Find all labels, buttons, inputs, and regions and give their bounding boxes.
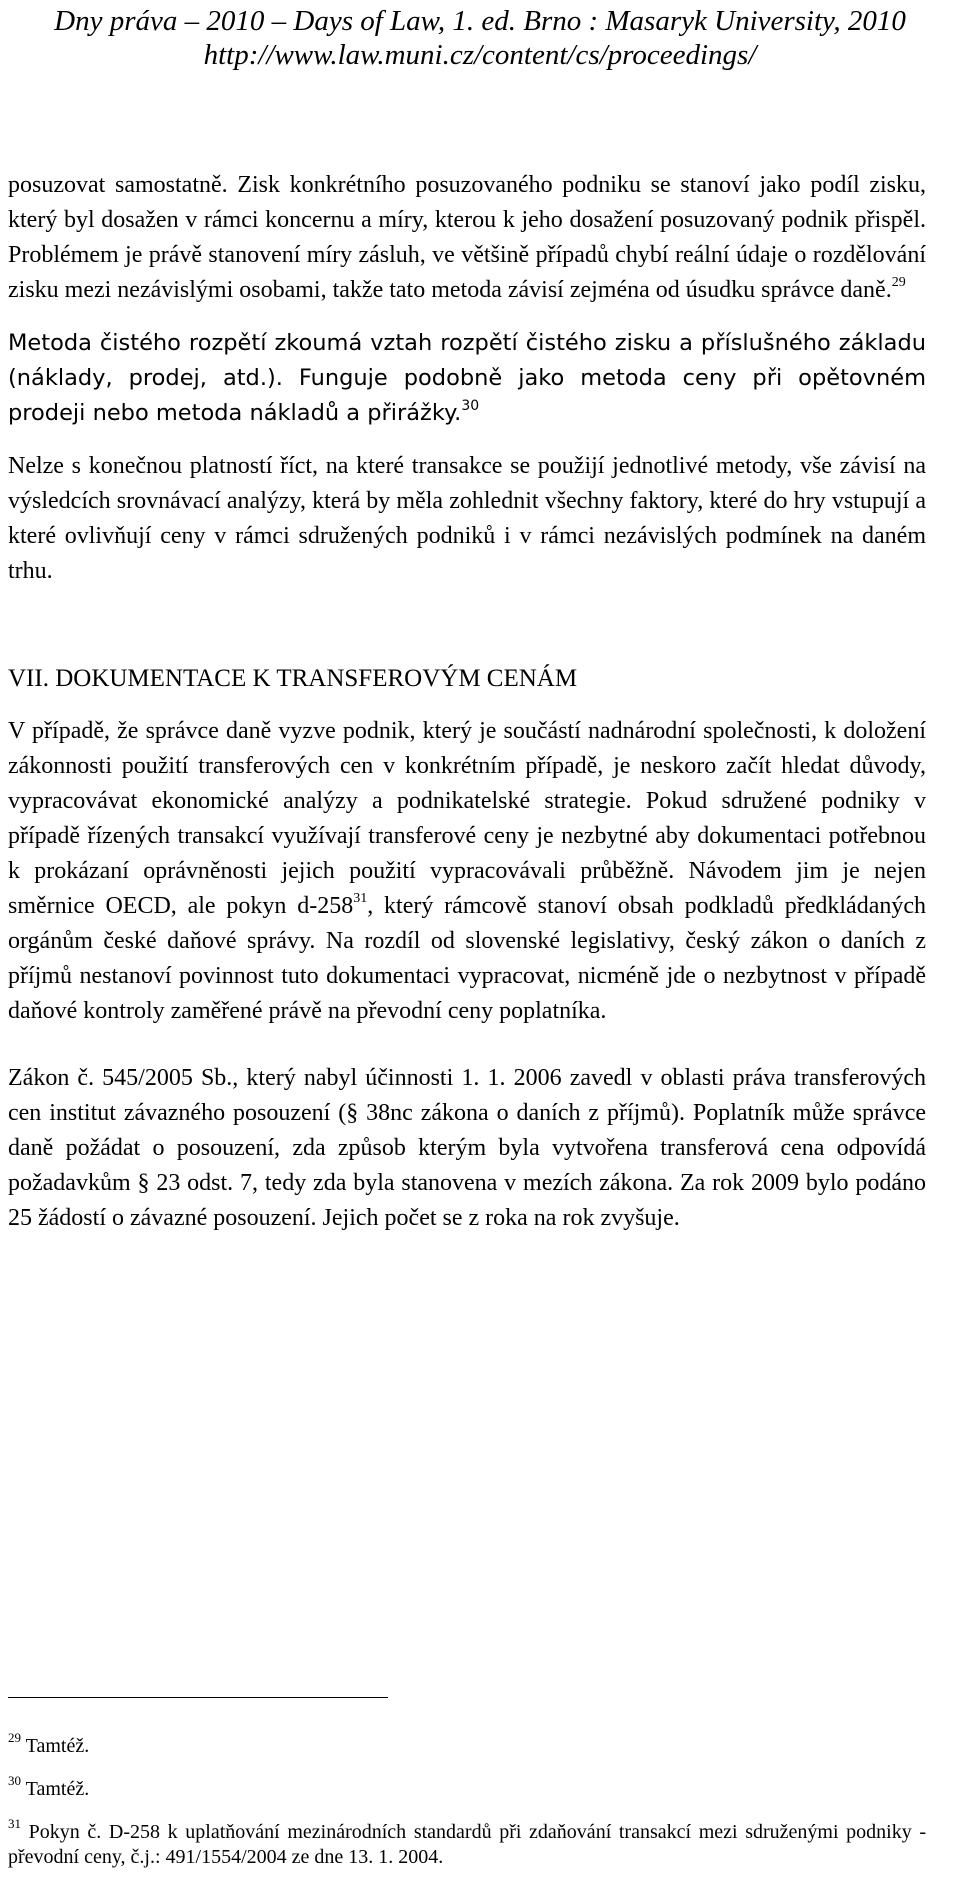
running-header: [0, 4, 960, 72]
paragraph-net-margin-method: [8, 326, 926, 431]
footnote-separator: [8, 1697, 388, 1698]
footnote-29: [8, 1730, 926, 1759]
section-heading: VII. DOKUMENTACE K TRANSFEROVÝM CENÁM: [8, 665, 578, 692]
paragraph-text: Zákon č. 545/2005 Sb., který nabyl účinnosti 1. 1. 2006 zavedl v oblasti práva transferových cen institut závazného posouzení (§ 38nc zákona o daních z příjmů). Poplatník může správce daně požádat o posouzení, zda způsob kterým byla vytvořena transferová cena odpovídá požadavkům § 23 odst. 7, tedy zda byla stanovena v mezích zákona. Za rok 2009 bylo podáno 25 žádostí o závazné posouzení. Jejich počet se z roka na rok zvyšuje.: [8, 1065, 926, 1231]
footnotes: [8, 1730, 927, 1888]
footnote-31: [8, 1816, 927, 1870]
footnote-number: 29: [8, 1730, 21, 1746]
paragraph-text: posuzovat samostatně. Zisk konkrétního posuzovaného podniku se stanoví jako podíl zisku, který byl dosažen v rámci koncernu a míry, kterou k jeho dosažení posuzovaný podnik přispěl. Problémem je právě stanovení míry zásluh, ve většině případů chybí reální údaje o rozdělování zisku mezi nezávislými osobami, takže tato metoda závisí zejména od úsudku správce daně.: [8, 172, 926, 303]
footnote-number: 31: [8, 1816, 21, 1832]
paragraph-text: Metoda čistého rozpětí zkoumá vztah rozpětí čistého zisku a příslušného základu (náklady, prodej, atd.). Funguje podobně jako metoda ceny při opětovném prodeji nebo metoda nákladů a přirážky.: [8, 330, 926, 426]
footnote-reference: 30: [461, 397, 480, 414]
footnote-text: Tamtéž.: [25, 1735, 90, 1757]
paragraph-documentation: [8, 714, 926, 1029]
paragraph-profit-split: [8, 168, 926, 308]
paragraph-text: Nelze s konečnou platností říct, na které transakce se použijí jednotlivé metody, vše závisí na výsledcích srovnávací analýzy, která by měla zohlednit všechny faktory, které do hry vstupují a které ovlivňují ceny v rámci sdružených podniků i v rámci nezávislých podmínek na daném trhu.: [8, 453, 926, 584]
paragraph-binding-ruling: [8, 1061, 926, 1236]
footnote-number: 30: [8, 1773, 21, 1789]
footnote-reference: 29: [891, 275, 906, 290]
paragraph-method-choice: [8, 449, 926, 589]
paragraph-text-continued: , který rámcově stanoví obsah podkladů předkládaných orgánům české daňové správy. Na rozdíl od slovenské legislativy, český zákon o daních z příjmů nestanoví povinnost tuto dokumentaci vypracovat, nicméně jde o nezbytnost v případě daňové kontroly zaměřené právě na převodní ceny poplatníka.: [8, 893, 926, 1024]
paragraph-text: V případě, že správce daně vyzve podnik, který je součástí nadnárodní společnosti, k doložení zákonnosti použití transferových cen v konkrétním případě, je neskoro začít hledat důvody, vypracovávat ekonomické analýzy a podnikatelské strategie. Pokud sdružené podniky v případě řízených transakcí využívají transferové ceny je nezbytné aby dokumentaci potřebnou k prokázaní oprávněnosti jejich použití vypracovávali průběžně. Návodem jim je nejen směrnice OECD, ale pokyn d-258: [8, 718, 926, 919]
header-url: http://www.law.muni.cz/content/cs/proceedings/: [203, 39, 757, 71]
header-citation: Dny práva – 2010 – Days of Law, 1. ed. Brno : Masaryk University, 2010: [54, 5, 906, 37]
footnote-text: Tamtéž.: [25, 1778, 90, 1800]
main-text: [8, 168, 926, 1236]
footnote-30: [8, 1773, 926, 1802]
footnote-reference: 31: [353, 891, 368, 906]
footnote-text: Pokyn č. D-258 k uplatňování mezinárodních standardů při zdaňování transakcí mezi sdruženými podniky - převodní ceny, č.j.: 491/1554/2004 ze dne 13. 1. 2004.: [8, 1821, 927, 1868]
